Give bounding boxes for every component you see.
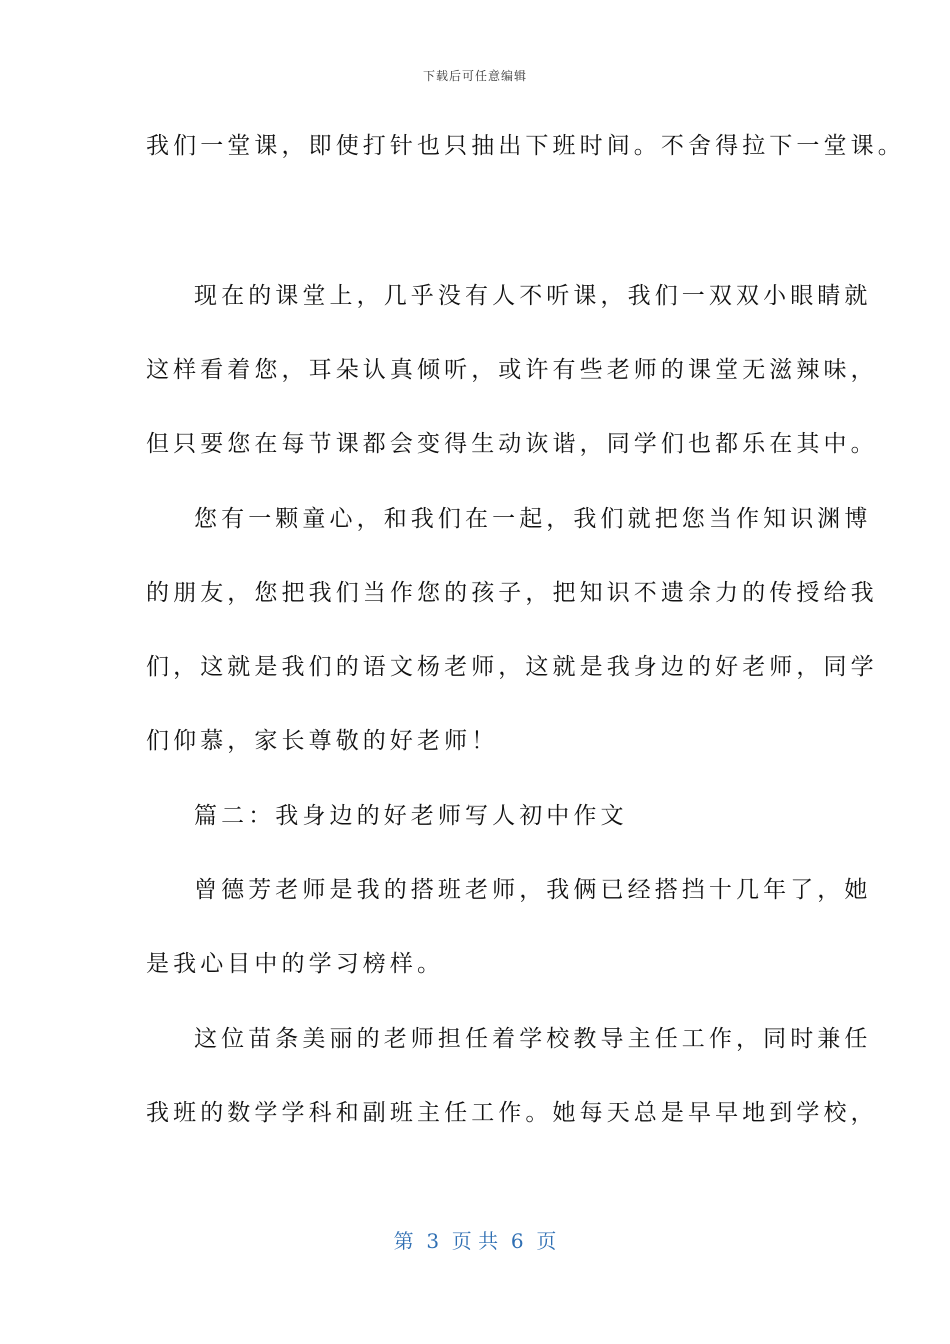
paragraph-first-line: 您有一颗童心，和我们在一起，我们就把您当作知识渊博	[194, 506, 872, 532]
text-line: 是我心目中的学习榜样。	[146, 951, 445, 977]
text-line: 这样看着您，耳朵认真倾听，或许有些老师的课堂无滋辣味，	[146, 357, 878, 383]
text-line: 我班的数学学科和副班主任工作。她每天总是早早地到学校，	[146, 1100, 878, 1126]
text-line: 们，这就是我们的语文杨老师，这就是我身边的好老师，同学	[146, 654, 878, 680]
header-note: 下载后可任意编辑	[422, 69, 527, 83]
text-line: 但只要您在每节课都会变得生动诙谐，同学们也都乐在其中。	[146, 431, 878, 457]
paragraph-first-line: 现在的课堂上，几乎没有人不听课，我们一双双小眼睛就	[194, 283, 872, 309]
page-number: 第 3 页 共 6 页	[393, 1229, 557, 1253]
text-line: 的朋友，您把我们当作您的孩子，把知识不遗余力的传授给我	[146, 580, 878, 606]
text-line: 我们一堂课，即使打针也只抽出下班时间。不舍得拉下一堂课。	[146, 133, 905, 159]
section-heading: 篇二：我身边的好老师写人初中作文	[194, 803, 628, 829]
text-line: 们仰慕，家长尊敬的好老师！	[146, 728, 499, 754]
paragraph-first-line: 这位苗条美丽的老师担任着学校教导主任工作，同时兼任	[194, 1026, 872, 1052]
paragraph-first-line: 曾德芳老师是我的搭班老师，我俩已经搭挡十几年了，她	[194, 877, 872, 903]
